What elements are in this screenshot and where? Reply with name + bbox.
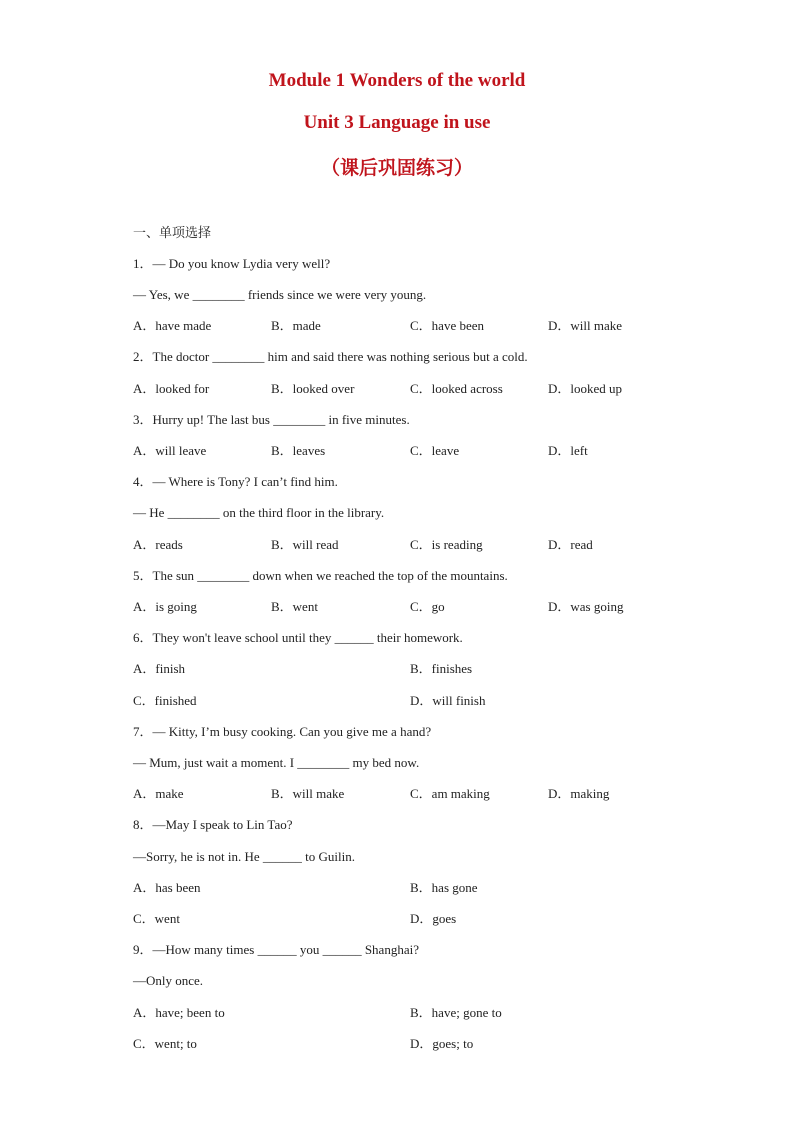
question-8-option-b[interactable]: B．has gone — [410, 880, 478, 895]
question-8-option-c[interactable]: C．went — [133, 911, 180, 926]
question-7-option-d[interactable]: D．making — [548, 786, 610, 801]
question-9-stem: 9．—How many times ______ you ______ Shanghai? — [133, 942, 419, 957]
question-9-option-b[interactable]: B．have; gone to — [410, 1005, 502, 1020]
question-7-option-c[interactable]: C．am making — [410, 786, 490, 801]
question-4-answer-line: — He ________ on the third floor in the library. — [133, 505, 385, 520]
question-1-stem: 1．— Do you know Lydia very well? — [133, 256, 331, 271]
question-4-option-c[interactable]: C．is reading — [410, 537, 483, 552]
question-3-option-d[interactable]: D．left — [548, 443, 588, 458]
exercise-subtitle: （课后巩固练习） — [320, 158, 473, 179]
section-heading: 一、单项选择 — [133, 225, 212, 240]
question-8-answer-line: —Sorry, he is not in. He ______ to Guilin. — [133, 849, 355, 864]
question-7-stem: 7．— Kitty, I’m busy cooking. Can you give me a hand? — [133, 724, 432, 739]
question-3-option-a[interactable]: A．will leave — [133, 443, 207, 458]
question-9-option-c[interactable]: C．went; to — [133, 1036, 197, 1051]
question-3-stem: 3．Hurry up! The last bus ________ in five minutes. — [133, 412, 410, 427]
question-6-option-a[interactable]: A．finish — [133, 661, 186, 676]
question-6-option-c[interactable]: C．finished — [133, 693, 197, 708]
question-9-answer-line: —Only once. — [133, 973, 204, 988]
question-5-stem: 5．The sun ________ down when we reached the top of the mountains. — [133, 568, 508, 583]
question-6-option-d[interactable]: D．will finish — [410, 693, 486, 708]
question-6-stem: 6．They won't leave school until they ______ their homework. — [133, 630, 463, 645]
question-1-option-c[interactable]: C．have been — [410, 318, 485, 333]
question-7-option-b[interactable]: B．will make — [271, 786, 345, 801]
question-1-option-a[interactable]: A．have made — [133, 318, 212, 333]
question-8-option-d[interactable]: D．goes — [410, 911, 457, 926]
question-4-option-d[interactable]: D．read — [548, 537, 593, 552]
question-2-stem: 2．The doctor ________ him and said there was nothing serious but a cold. — [133, 349, 528, 364]
question-5-option-a[interactable]: A．is going — [133, 599, 197, 614]
module-title: Module 1 Wonders of the world — [268, 70, 526, 91]
question-1-option-b[interactable]: B．made — [271, 318, 321, 333]
question-9-option-a[interactable]: A．have; been to — [133, 1005, 225, 1020]
question-7-answer-line: — Mum, just wait a moment. I ________ my bed now. — [133, 755, 420, 770]
question-3-option-c[interactable]: C．leave — [410, 443, 460, 458]
question-1-answer-line: — Yes, we ________ friends since we were very young. — [133, 287, 427, 302]
question-2-option-c[interactable]: C．looked across — [410, 381, 503, 396]
question-3-option-b[interactable]: B．leaves — [271, 443, 326, 458]
question-2-option-a[interactable]: A．looked for — [133, 381, 210, 396]
question-9-option-d[interactable]: D．goes; to — [410, 1036, 474, 1051]
unit-title: Unit 3 Language in use — [303, 112, 491, 133]
question-8-option-a[interactable]: A．has been — [133, 880, 201, 895]
question-2-option-b[interactable]: B．looked over — [271, 381, 355, 396]
question-8-stem: 8．—May I speak to Lin Tao? — [133, 817, 293, 832]
question-4-option-b[interactable]: B．will read — [271, 537, 339, 552]
question-1-option-d[interactable]: D．will make — [548, 318, 623, 333]
question-4-stem: 4．— Where is Tony? I can’t find him. — [133, 474, 338, 489]
question-5-option-c[interactable]: C．go — [410, 599, 445, 614]
question-7-option-a[interactable]: A．make — [133, 786, 184, 801]
question-5-option-d[interactable]: D．was going — [548, 599, 624, 614]
question-4-option-a[interactable]: A．reads — [133, 537, 183, 552]
question-2-option-d[interactable]: D．looked up — [548, 381, 623, 396]
question-5-option-b[interactable]: B．went — [271, 599, 318, 614]
question-6-option-b[interactable]: B．finishes — [410, 661, 473, 676]
